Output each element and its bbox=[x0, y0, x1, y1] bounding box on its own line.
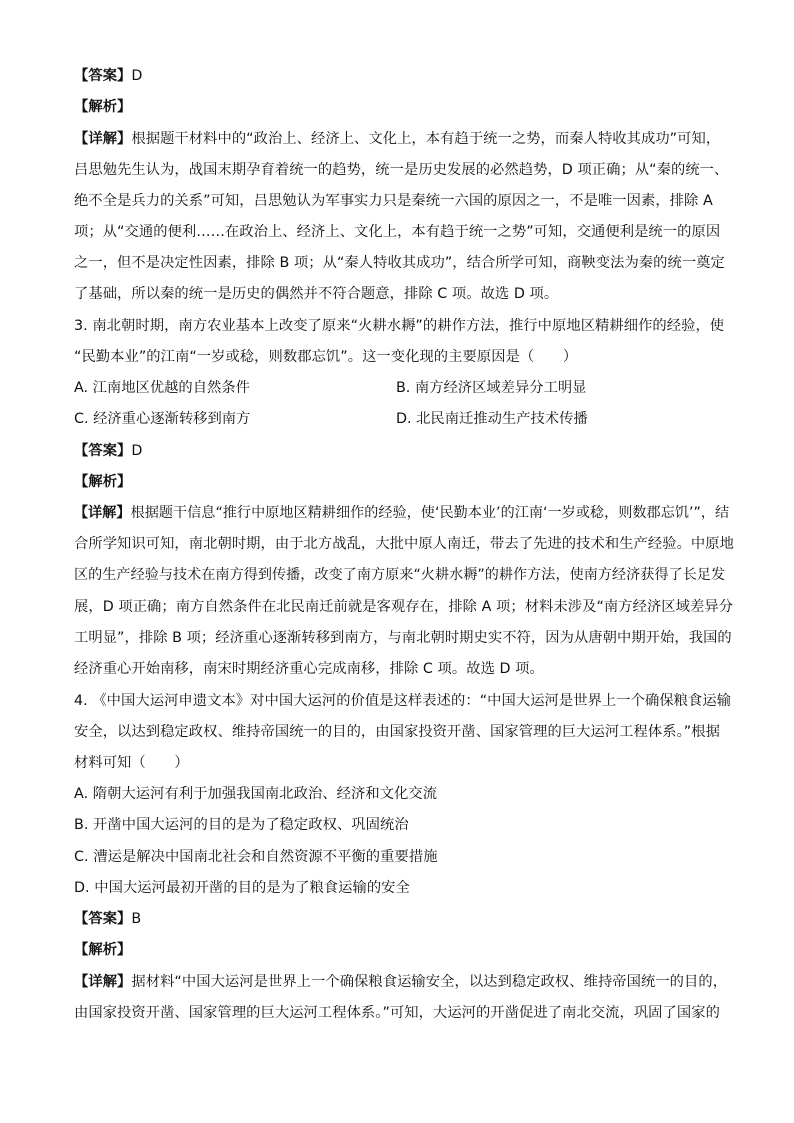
q2-detail-line: 了基础，所以秦的统一是历史的偶然并不符合题意，排除 C 项。故选 D 项。 bbox=[74, 286, 559, 302]
q4-option-a: A. 隋朝大运河有利于加强我国南北政治、经济和文化交流 bbox=[74, 786, 438, 802]
q4-option-b: B. 开凿中国大运河的目的是为了稳定政权、巩固统治 bbox=[74, 817, 409, 833]
q2-detail-line: 吕思勉先生认为，战国末期孕育着统一的趋势，统一是历史发展的必然趋势，D 项正确；从“秦的统一、 bbox=[74, 162, 729, 178]
q2-detail-line: 项；从“交通的便利……在政治上、经济上、文化上，本有趋于统一之势”可知，交通便利是统一的原因 bbox=[74, 224, 721, 240]
detail-label: 【详解】 bbox=[74, 974, 132, 990]
q3-answer bbox=[74, 441, 142, 461]
detail-label: 【详解】 bbox=[74, 505, 131, 521]
q3-stem-line: 3. 南北朝时期，南方农业基本上改变了原来“火耕水耨”的耕作方法，推行中原地区精耕细作的经验，使 bbox=[74, 318, 725, 334]
q3-detail-line: 【详解】根据题干信息“推行中原地区精耕细作的经验，使‘民勤本业’的江南‘一岁或稔，则数郡忘饥’”，结 bbox=[74, 505, 730, 521]
q4-stem-line: 4. 《中国大运河申遗文本》对中国大运河的价值是这样表述的：“中国大运河是世界上一个确保粮食运输 bbox=[74, 693, 732, 709]
q4-stem-line: 材料可知（ ） bbox=[74, 755, 189, 771]
q2-detail-line: 【详解】根据题干材料中的“政治上、经济上、文化上，本有趋于统一之势，而秦人特收其成功”可知， bbox=[74, 131, 721, 147]
q3-stem-line: “民勤本业”的江南“一岁或稔，则数郡忘饥”。这一变化现的主要原因是（ ） bbox=[74, 349, 578, 365]
q3-detail-line: 展，D 项正确；南方自然条件在北民南迁前就是客观存在，排除 A 项；材料未涉及“南方经济区域差异分 bbox=[74, 599, 734, 615]
q4-detail-line: 由国家投资开凿、国家管理的巨大运河工程体系。”可知，大运河的开凿促进了南北交流，巩固了国家的 bbox=[74, 1005, 720, 1021]
q4-stem-line: 安全，以达到稳定政权、维持帝国统一的目的，由国家投资开凿、国家管理的巨大运河工程体系。”根据 bbox=[74, 724, 720, 740]
q4-analysis-label: 【解析】 bbox=[74, 942, 132, 958]
answer-value: B bbox=[131, 911, 142, 927]
q4-option-c: C. 漕运是解决中国南北社会和自然资源不平衡的重要措施 bbox=[74, 849, 438, 865]
answer-label: 【答案】 bbox=[74, 443, 132, 459]
q4-answer bbox=[74, 909, 141, 929]
q3-option-d: D. 北民南迁推动生产技术传播 bbox=[396, 411, 588, 427]
q3-detail-line: 工明显”，排除 B 项；经济重心逐渐转移到南方，与南北朝时期史实不符，因为从唐朝中期开始，我国的 bbox=[74, 630, 732, 646]
q3-detail-line: 合所学知识可知，南北朝时期，由于北方战乱，大批中原人南迁，带去了先进的技术和生产经验。中原地 bbox=[74, 536, 734, 552]
detail-label: 【详解】 bbox=[74, 131, 132, 147]
answer-label: 【答案】 bbox=[74, 68, 132, 84]
q3-option-a: A. 江南地区优越的自然条件 bbox=[74, 380, 250, 396]
q4-option-d: D. 中国大运河最初开凿的目的是为了粮食运输的安全 bbox=[74, 880, 410, 896]
q3-detail-line: 区的生产经验与技术在南方得到传播，改变了南方原来“火耕水耨”的耕作方法，使南方经济获得了长足发 bbox=[74, 567, 726, 583]
q3-analysis-label: 【解析】 bbox=[74, 474, 132, 490]
q3-option-b: B. 南方经济区域差异分工明显 bbox=[396, 380, 587, 396]
q2-detail-line: 之一，但不是决定性因素，排除 B 项；从“秦人特收其成功”，结合所学可知，商鞅变法为秦的统一奠定 bbox=[74, 255, 725, 271]
q4-detail-line: 【详解】据材料“中国大运河是世界上一个确保粮食运输安全，以达到稳定政权、维持帝国统一的目的， bbox=[74, 974, 728, 990]
answer-value: D bbox=[131, 68, 143, 84]
answer-value: D bbox=[131, 443, 143, 459]
q2-analysis-label: 【解析】 bbox=[74, 99, 132, 115]
q2-detail-line: 绝不全是兵力的关系”可知，吕思勉认为军事实力只是秦统一六国的原因之一，不是唯一因素，排除 A bbox=[74, 193, 713, 209]
q2-answer bbox=[74, 66, 142, 86]
q3-option-c: C. 经济重心逐渐转移到南方 bbox=[74, 411, 251, 427]
answer-label: 【答案】 bbox=[74, 911, 132, 927]
q3-detail-line: 经济重心开始南移，南宋时期经济重心完成南移，排除 C 项。故选 D 项。 bbox=[74, 661, 544, 677]
